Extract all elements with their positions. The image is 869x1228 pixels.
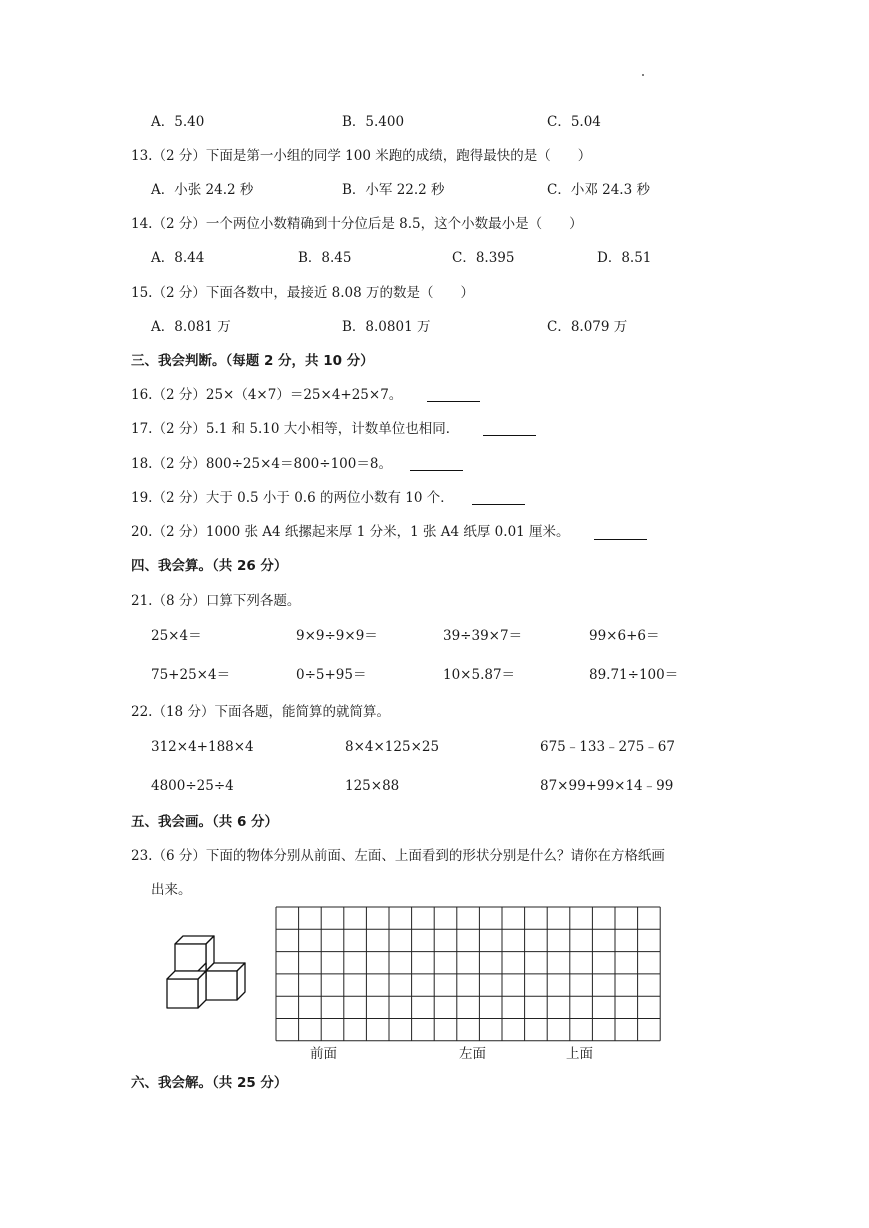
q14-option-c: C．8.395 [452,250,515,266]
q21-item: 89.71÷100＝ [589,667,679,683]
q16-text: 16.（2 分）25×（4×7）＝25×4+25×7。 [131,387,403,403]
q23-stem-line1: 23.（6 分）下面的物体分别从前面、左面、上面看到的形状分别是什么？请你在方格纸画 [131,848,665,864]
q21-item: 0÷5+95＝ [296,667,367,683]
q21-item: 10×5.87＝ [443,667,516,683]
q12-option-c: C．5.04 [547,114,601,130]
q23-stem-line2: 出来。 [151,882,192,898]
grid-paper[interactable] [275,906,665,1042]
q21-stem: 21.（8 分）口算下列各题。 [131,593,301,609]
section-4-heading: 四、我会算。（共 26 分） [131,558,288,574]
q15-option-b: B．8.0801 万 [342,319,431,335]
q16-answer-blank[interactable] [427,401,480,402]
section-3-heading: 三、我会判断。（每题 2 分，共 10 分） [131,353,374,369]
cube-figure [160,925,260,1025]
label-front: 前面 [310,1046,337,1062]
q22-stem: 22.（18 分）下面各题，能简算的就简算。 [131,704,390,720]
q21-item: 39÷39×7＝ [443,628,523,644]
q17-text: 17.（2 分）5.1 和 5.10 大小相等，计数单位也相同． [131,421,460,437]
q19-answer-blank[interactable] [472,504,525,505]
label-top: 上面 [566,1046,593,1062]
q13-option-c: C．小邓 24.3 秒 [547,182,650,198]
q18-text: 18.（2 分）800÷25×4＝800÷100＝8。 [131,456,392,472]
q14-option-b: B．8.45 [298,250,352,266]
q12-option-b: B．5.400 [342,114,405,130]
q22-item: 675﹣133﹣275﹣67 [540,739,675,755]
q14-option-d: D．8.51 [597,250,652,266]
q21-item: 9×9÷9×9＝ [296,628,378,644]
q22-item: 87×99+99×14﹣99 [540,778,674,794]
q17-answer-blank[interactable] [483,435,536,436]
q22-item: 125×88 [345,778,400,794]
q19-text: 19.（2 分）大于 0.5 小于 0.6 的两位小数有 10 个． [131,490,454,506]
section-5-heading: 五、我会画。（共 6 分） [131,814,279,830]
q15-option-c: C．8.079 万 [547,319,628,335]
q15-stem: 15.（2 分）下面各数中，最接近 8.08 万的数是（ ） [131,285,474,301]
q20-answer-blank[interactable] [594,539,647,540]
page-dot [642,74,644,76]
q20-text: 20.（2 分）1000 张 A4 纸摞起来厚 1 分米，1 张 A4 纸厚 0.01 厘米。 [131,524,570,540]
q14-option-a: A．8.44 [151,250,205,266]
q13-option-a: A．小张 24.2 秒 [151,182,254,198]
q12-option-a: A．5.40 [151,114,205,130]
section-6-heading: 六、我会解。（共 25 分） [131,1075,288,1091]
q22-item: 312×4+188×4 [151,739,254,755]
q13-stem: 13.（2 分）下面是第一小组的同学 100 米跑的成绩，跑得最快的是（ ） [131,148,592,164]
q21-item: 25×4＝ [151,628,202,644]
q13-option-b: B．小军 22.2 秒 [342,182,445,198]
q21-item: 75+25×4＝ [151,667,231,683]
q15-option-a: A．8.081 万 [151,319,231,335]
label-left: 左面 [459,1046,486,1062]
q22-item: 8×4×125×25 [345,739,440,755]
q14-stem: 14.（2 分）一个两位小数精确到十分位后是 8.5，这个小数最小是（ ） [131,216,583,232]
q21-item: 99×6+6＝ [589,628,660,644]
q22-item: 4800÷25÷4 [151,778,234,794]
q18-answer-blank[interactable] [410,470,463,471]
